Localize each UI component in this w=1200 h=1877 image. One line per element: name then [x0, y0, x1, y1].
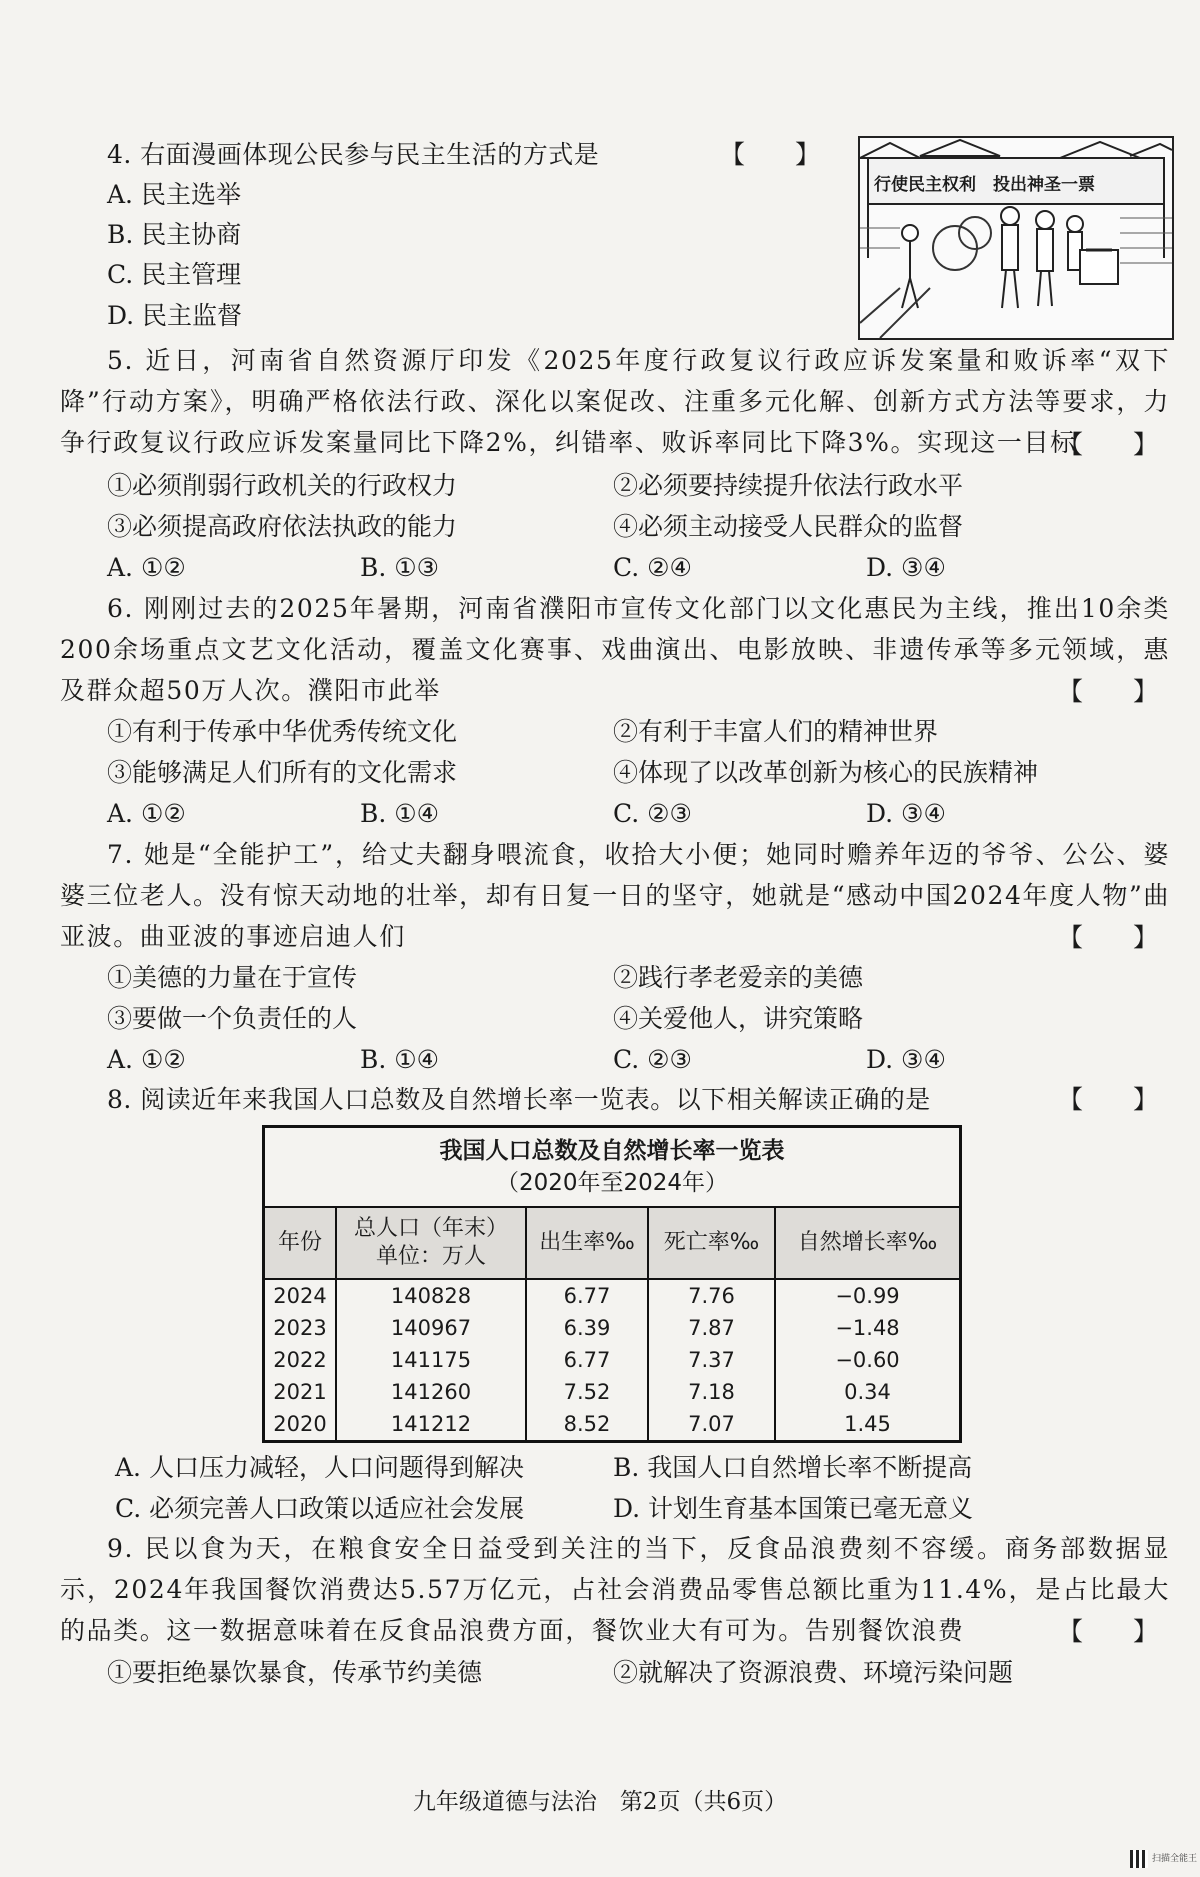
header-death-rate: 死亡率‰ — [648, 1207, 775, 1279]
table-row — [264, 1376, 961, 1408]
cell-birth-rate: 6.39 — [526, 1312, 648, 1344]
q6-choice-b: B. ①④ — [360, 799, 440, 828]
cell-birth-rate: 8.52 — [526, 1408, 648, 1442]
q4-option-d: D. 民主监督 — [107, 301, 243, 330]
q5-text: 5. 近日，河南省自然资源厅印发《2025年度行政复议行政应诉发案量和败诉率“双下降”行动方案》，明确严格依法行政、深化以案促改、注重多元化解、创新方式方法等要求，力争行政复议行政应诉发案量同比下降2%，纠错率、败诉率同比下降3%。实现这一目标 — [60, 346, 1170, 457]
cell-population: 140828 — [336, 1279, 526, 1312]
q7-item-3: ③要做一个负责任的人 — [107, 1004, 358, 1033]
q6-choice-c: C. ②③ — [613, 799, 692, 828]
q6-item-1: ①有利于传承中华优秀传统文化 — [107, 717, 458, 746]
q6-item-2: ②有利于丰富人们的精神世界 — [613, 717, 939, 746]
q9-bracket: 【 】 — [1058, 1617, 1159, 1646]
q5-item-2: ②必须要持续提升依法行政水平 — [613, 471, 964, 500]
q6-text: 6. 刚刚过去的2025年暑期，河南省濮阳市宣传文化部门以文化惠民为主线，推出10余类200余场重点文艺文化活动，覆盖文化赛事、戏曲演出、电影放映、非遗传承等多元领域，惠及群众超50万人次。濮阳市此举 — [60, 594, 1170, 705]
cell-birth-rate: 7.52 — [526, 1376, 648, 1408]
cell-population: 140967 — [336, 1312, 526, 1344]
population-table — [262, 1125, 962, 1443]
cartoon-banner-text: 行使民主权利 投出神圣一票 — [874, 175, 1095, 195]
qr-code-icon — [1130, 1850, 1148, 1868]
q7-bracket: 【 】 — [1058, 923, 1159, 952]
q9-item-1: ①要拒绝暴饮暴食，传承节约美德 — [107, 1658, 483, 1687]
q5-item-4: ④必须主动接受人民群众的监督 — [613, 512, 964, 541]
header-growth-rate: 自然增长率‰ — [775, 1207, 961, 1279]
cell-birth-rate: 6.77 — [526, 1344, 648, 1376]
cell-year: 2023 — [273, 1316, 327, 1340]
q7-choice-d: D. ③④ — [866, 1045, 946, 1074]
q6-choice-d: D. ③④ — [866, 799, 946, 828]
table-row — [264, 1408, 961, 1442]
cell-growth-rate: 0.34 — [775, 1376, 961, 1408]
table-row — [264, 1312, 961, 1344]
q6-item-3: ③能够满足人们所有的文化需求 — [107, 758, 458, 787]
table-title-cell — [264, 1127, 961, 1208]
q5-item-3: ③必须提高政府依法执政的能力 — [107, 512, 458, 541]
cell-year: 2020 — [273, 1412, 327, 1436]
q6-item-4: ④体现了以改革创新为核心的民族精神 — [613, 758, 1039, 787]
q7-choice-a: A. ①② — [107, 1045, 186, 1074]
q7-choice-c: C. ②③ — [613, 1045, 692, 1074]
q8-choice-a: A. 人口压力减轻，人口问题得到解决 — [115, 1453, 524, 1482]
cartoon-illustration — [860, 138, 1172, 338]
header-population — [336, 1207, 526, 1279]
cell-death-rate: 7.18 — [648, 1376, 775, 1408]
cell-growth-rate: −0.60 — [775, 1344, 961, 1376]
table-subtitle: （2020年至2024年） — [495, 1170, 729, 1196]
voting-cartoon — [858, 136, 1174, 340]
cell-growth-rate: −0.99 — [775, 1279, 961, 1312]
header-population-line1: 总人口（年末） — [353, 1216, 508, 1241]
scanner-watermark: 扫描全能王 — [1152, 1854, 1198, 1864]
q7-item-4: ④关爱他人，讲究策略 — [613, 1004, 864, 1033]
q7-item-1: ①美德的力量在于宣传 — [107, 963, 358, 992]
q6-choice-a: A. ①② — [107, 799, 186, 828]
q9-text: 9. 民以食为天，在粮食安全日益受到关注的当下，反食品浪费刻不容缓。商务部数据显示，2024年我国餐饮消费达5.57万亿元，占社会消费品零售总额比重为11.4%，是占比最大的品类。这一数据意味着在反食品浪费方面，餐饮业大有可为。告别餐饮浪费 — [60, 1534, 1170, 1645]
cell-death-rate: 7.87 — [648, 1312, 775, 1344]
q4-option-a: A. 民主选举 — [107, 180, 241, 209]
q5-bracket: 【 】 — [1058, 430, 1159, 459]
table-row — [264, 1344, 961, 1376]
q4-bracket: 【 】 — [720, 140, 821, 169]
cell-death-rate: 7.07 — [648, 1408, 775, 1442]
cell-death-rate: 7.37 — [648, 1344, 775, 1376]
cell-year: 2021 — [273, 1380, 327, 1404]
cell-population: 141212 — [336, 1408, 526, 1442]
cell-population: 141175 — [336, 1344, 526, 1376]
cell-birth-rate: 6.77 — [526, 1279, 648, 1312]
q4-option-b: B. 民主协商 — [107, 220, 242, 249]
q7-choice-b: B. ①④ — [360, 1045, 440, 1074]
cell-growth-rate: 1.45 — [775, 1408, 961, 1442]
q6-bracket: 【 】 — [1058, 677, 1159, 706]
table-title: 我国人口总数及自然增长率一览表 — [439, 1138, 785, 1164]
q4-option-c: C. 民主管理 — [107, 260, 242, 289]
q5-item-1: ①必须削弱行政机关的行政权力 — [107, 471, 458, 500]
q4-stem: 4. 右面漫画体现公民参与民主生活的方式是 — [107, 140, 600, 169]
header-year: 年份 — [264, 1207, 337, 1279]
q5-choice-a: A. ①② — [107, 553, 186, 582]
q9-item-2: ②就解决了资源浪费、环境污染问题 — [613, 1658, 1014, 1687]
header-population-line2: 单位：万人 — [375, 1244, 486, 1269]
q7-text: 7. 她是“全能护工”，给丈夫翻身喂流食，收拾大小便；她同时赡养年迈的爷爷、公公、婆婆三位老人。没有惊天动地的壮举，却有日复一日的坚守，她就是“感动中国2024年度人物”曲亚波。曲亚波的事迹启迪人们 — [60, 840, 1170, 951]
cell-year: 2024 — [273, 1284, 327, 1308]
table-header-row — [264, 1207, 961, 1279]
q8-choice-b: B. 我国人口自然增长率不断提高 — [613, 1453, 973, 1482]
cell-growth-rate: −1.48 — [775, 1312, 961, 1344]
table-row — [264, 1279, 961, 1312]
cell-population: 141260 — [336, 1376, 526, 1408]
q5-choice-c: C. ②④ — [613, 553, 692, 582]
page-footer: 九年级道德与法治 第2页（共6页） — [412, 1789, 788, 1815]
q8-choice-c: C. 必须完善人口政策以适应社会发展 — [115, 1494, 525, 1523]
q8-bracket: 【 】 — [1058, 1085, 1159, 1114]
q8-choice-d: D. 计划生育基本国策已毫无意义 — [613, 1494, 974, 1523]
cell-year: 2022 — [273, 1348, 327, 1372]
q8-stem: 8. 阅读近年来我国人口总数及自然增长率一览表。以下相关解读正确的是 — [107, 1085, 931, 1114]
q7-item-2: ②践行孝老爱亲的美德 — [613, 963, 864, 992]
header-birth-rate: 出生率‰ — [526, 1207, 648, 1279]
cell-death-rate: 7.76 — [648, 1279, 775, 1312]
q5-choice-d: D. ③④ — [866, 553, 946, 582]
q5-choice-b: B. ①③ — [360, 553, 440, 582]
